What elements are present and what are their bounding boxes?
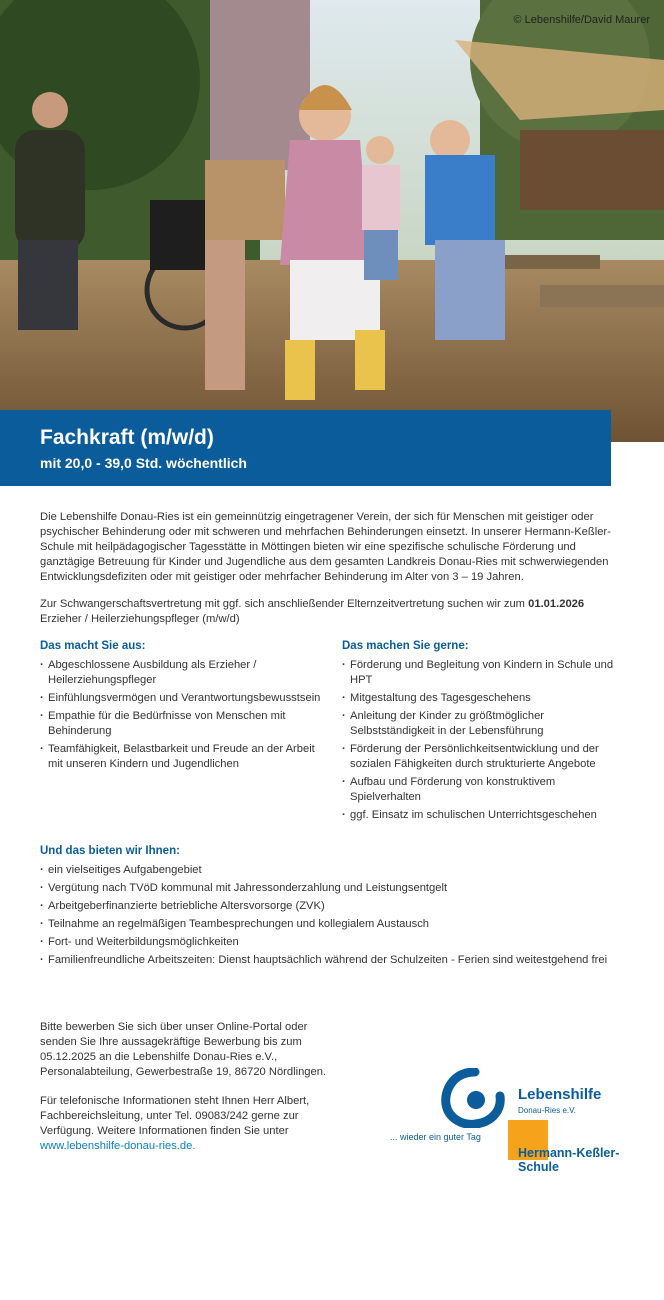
list-item: · Abgeschlossene Ausbildung als Erzieher / Heilerziehungspfleger [40, 658, 322, 688]
list-item: · Mitgestaltung des Tagesgeschehens [342, 691, 624, 706]
title-banner [0, 410, 611, 486]
profile-section [40, 639, 322, 826]
logo-region: Donau-Ries e.V. [518, 1106, 576, 1115]
list-item: · Aufbau und Förderung von konstruktivem Spielverhalten [342, 775, 624, 805]
job-description [40, 510, 624, 971]
list-item: · Förderung und Begleitung von Kindern in Schule und HPT [342, 658, 624, 688]
website-link[interactable]: www.lebenshilfe-donau-ries.de. [40, 1140, 196, 1152]
tasks-heading: Das machen Sie gerne: [342, 640, 469, 652]
list-item: · ggf. Einsatz im schulischen Unterrichtsgeschehen [342, 808, 624, 823]
contact-paragraph: Für telefonische Informationen steht Ihnen Herr Albert, Fachbereichsleitung, unter Tel. 09083/242 gerne zur Verfügung. Weitere Informationen finden Sie unter www.lebenshilfe-donau-ries.de. [40, 1095, 310, 1152]
offer-section [40, 844, 624, 968]
list-item: · Teilnahme an regelmäßigen Teambesprechungen und kollegialem Austausch [40, 917, 624, 932]
list-item: · Empathie für die Bedürfnisse von Menschen mit Behinderung [40, 709, 322, 739]
position-paragraph: Zur Schwangerschaftsvertretung mit ggf. sich anschließender Elternzeitvertretung suchen wir zum 01.01.2026 Erzieher / Heilerziehungspfleger (m/w/d) [40, 598, 585, 625]
start-date: 01.01.2026 [528, 598, 585, 610]
lebenshilfe-logo [388, 1068, 638, 1178]
offer-heading: Und das bieten wir Ihnen: [40, 845, 180, 857]
intro-paragraph: Die Lebenshilfe Donau-Ries ist ein gemeinnützig eingetragener Verein, der sich für Menschen mit geistiger oder psychischer Behinderung oder mit schweren und mehrfachen Behinderungen einsetzt. In unserer Hermann-Keßler-Schule mit heilpädagogischer Tagesstätte in Möttingen bieten wir eine spezifische schulische Förderung und ganztägige Betreuung für Kinder und Jugendliche aus dem gesamten Landkreis Donau-Ries mit schwerwiegenden Entwicklungsdefiziten oder mit geistiger oder mehrfacher Behinderung im Alter von 3 – 19 Jahren. [40, 511, 611, 583]
job-hours: mit 20,0 - 39,0 Std. wöchentlich [40, 455, 247, 471]
playground-photo [0, 0, 664, 442]
application-info [40, 1020, 340, 1168]
list-item: · Vergütung nach TVöD kommunal mit Jahressonderzahlung und Leistungsentgelt [40, 881, 624, 896]
header-photo [0, 0, 664, 442]
tasks-list [342, 658, 624, 823]
list-item: · ein vielseitiges Aufgabengebiet [40, 863, 624, 878]
photo-credit: © Lebenshilfe/David Maurer [513, 14, 650, 26]
job-title: Fachkraft (m/w/d) [40, 426, 214, 449]
list-item: · Förderung der Persönlichkeitsentwicklung und der sozialen Fähigkeiten durch strukturierte Angebote [342, 742, 624, 772]
offer-list [40, 863, 624, 968]
application-paragraph: Bitte bewerben Sie sich über unser Online-Portal oder senden Sie Ihre aussagekräftige Bewerbung bis zum 05.12.2025 an die Lebenshilfe Donau-Ries e.V., Personalabteilung, Gewerbestraße 19, 86720 Nördlingen. [40, 1021, 327, 1078]
list-item: · Teamfähigkeit, Belastbarkeit und Freude an der Arbeit mit unseren Kindern und Jugendlichen [40, 742, 322, 772]
tasks-section [342, 639, 624, 826]
school-name: Hermann-Keßler- Schule [518, 1146, 620, 1174]
profile-heading: Das macht Sie aus: [40, 640, 146, 652]
list-item: · Arbeitgeberfinanzierte betriebliche Altersvorsorge (ZVK) [40, 899, 624, 914]
list-item: · Anleitung der Kinder zu größtmöglicher Selbstständigkeit in der Lebensführung [342, 709, 624, 739]
list-item: · Fort- und Weiterbildungsmöglichkeiten [40, 935, 624, 950]
lebenshilfe-emblem-icon [440, 1068, 510, 1128]
list-item: · Einfühlungsvermögen und Verantwortungsbewusstsein [40, 691, 322, 706]
list-item: · Familienfreundliche Arbeitszeiten: Dienst hauptsächlich während der Schulzeiten - Ferien sind weitestgehend frei [40, 953, 624, 968]
logo-tagline: ... wieder ein guter Tag [390, 1132, 481, 1142]
profile-list [40, 658, 322, 772]
role: Erzieher / Heilerziehungspfleger (m/w/d) [40, 613, 240, 625]
logo-name: Lebenshilfe [518, 1086, 602, 1103]
requirements-columns [40, 639, 624, 826]
